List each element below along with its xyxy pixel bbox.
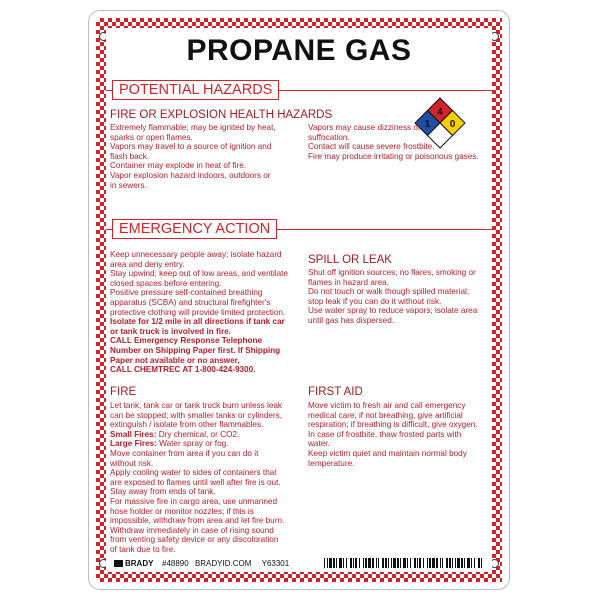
barcode-bar <box>403 558 406 568</box>
barcode-bar <box>329 558 332 568</box>
text-line: In case of frostbite, thaw frosted parts with <box>308 429 462 439</box>
barcode-bar <box>442 558 443 568</box>
text-line: of tank due to fire. <box>110 544 176 554</box>
text-line: Shut off ignition sources; no flares, smoking or <box>308 268 476 277</box>
emergency-action-text <box>110 250 305 375</box>
text-line: flames in hazard area. <box>308 277 390 287</box>
text-line: impossible, withdraw from area and let fire burn. <box>110 516 285 526</box>
barcode-bar <box>471 558 472 568</box>
text-line: flash back. <box>110 151 150 161</box>
text-line: stop leak if you can do it without risk. <box>308 296 442 306</box>
footer-info <box>162 559 289 568</box>
text-line: water. <box>308 439 330 449</box>
text-line: hose holder or monitor nozzles; if this is <box>110 506 254 516</box>
barcode-bar <box>478 558 480 568</box>
hazards-right-text <box>308 123 494 161</box>
text-line: respiration; if breathing is difficult, give oxygen. <box>308 420 478 430</box>
barcode-bar <box>457 558 460 568</box>
barcode-bar <box>414 558 416 568</box>
text-line: Vapors may cause dizziness or <box>308 123 421 132</box>
barcode-bar <box>417 558 418 568</box>
text-line: can be stopped; with smaller tanks or cylinders, <box>110 410 283 420</box>
barcode-bar <box>467 558 470 568</box>
barcode-bar <box>429 558 431 568</box>
text-line: Keep victim quiet and maintain normal body <box>308 448 467 458</box>
text-line-bold: Paper not available or no answer, <box>110 355 240 365</box>
barcode-icon <box>324 558 482 568</box>
barcode-bar <box>423 558 424 568</box>
text-line-bold: CALL Emergency Response Telephone <box>110 336 263 346</box>
first-aid-heading: FIRST AID <box>308 386 363 398</box>
text-line: Vapor explosion hazard indoors, outdoors or <box>110 170 271 180</box>
barcode-bar <box>452 558 453 568</box>
barcode-bar <box>446 558 448 568</box>
barcode-bar <box>333 558 335 568</box>
text-line: area and deny entry. <box>110 259 185 269</box>
text-line: Vapors may travel to a source of ignition and <box>110 142 272 152</box>
product-number: #48890 <box>162 559 189 568</box>
barcode-bar <box>481 558 482 568</box>
safety-sign <box>88 10 510 590</box>
barcode-bar <box>388 558 389 568</box>
text-line-bold: CALL CHEMTREC AT 1-800-424-9300. <box>110 365 256 375</box>
sign-title: PROPANE GAS <box>186 34 412 67</box>
spill-or-leak-heading: SPILL OR LEAK <box>308 254 392 266</box>
text-line: without risk. <box>110 458 154 468</box>
barcode-bar <box>372 558 374 568</box>
barcode-bar <box>393 558 396 568</box>
text-line: Extremely flammable; may be ignited by heat, <box>110 123 276 132</box>
website: BRADYID.COM <box>194 559 252 568</box>
text-line: are exposed to flames until well after fire is out. <box>110 477 281 487</box>
text-line: Positive pressure self-contained breathing <box>110 288 263 298</box>
text-line: Do not touch or walk though spilled material; <box>308 287 470 297</box>
barcode-bar <box>339 558 342 568</box>
text-line: Let tank, tank car or tank truck burn unless leak <box>110 401 283 410</box>
first-aid-text <box>308 401 494 468</box>
barcode-bar <box>436 558 438 568</box>
text-line: Move victim to fresh air and call emergency <box>308 401 466 410</box>
barcode-bar <box>365 558 367 568</box>
brady-logo <box>114 559 153 568</box>
text-line: Container may explode in heat of fire. <box>110 161 247 171</box>
fire-explosion-health-heading: FIRE OR EXPLOSION HEALTH HAZARDS <box>110 109 333 121</box>
text-line-bold: Isolate for 1/2 mile in all directions if tank car <box>110 317 285 327</box>
barcode-bar <box>391 558 392 568</box>
text-line: Keep unnecessary people away; isolate hazard <box>110 250 282 259</box>
barcode-bar <box>336 558 337 568</box>
barcode-bar <box>455 558 456 568</box>
nfpa-flammability-value: 4 <box>437 107 443 118</box>
text-line: sparks or open flames. <box>110 132 193 142</box>
barcode-bar <box>327 558 328 568</box>
barcode-bar <box>400 558 401 568</box>
barcode-bar <box>397 558 399 568</box>
text-line: Fire may produce irritating or poisonous gases. <box>308 151 479 161</box>
text-line: Stay away from ends of tank. <box>110 487 216 497</box>
barcode-bar <box>449 558 451 568</box>
barcode-bar <box>382 558 384 568</box>
text-line: Contact will cause severe frostbite. <box>308 142 435 152</box>
text-line: protective clothing will provide limited protection. <box>110 307 286 317</box>
barcode-bar <box>378 558 379 568</box>
text-line: extinguish / isolate from other flammables. <box>110 420 264 430</box>
text-line: in sewers. <box>110 180 147 190</box>
text-line: Large Fires: Water spray or fog. <box>110 439 229 449</box>
spill-or-leak-text <box>308 268 494 326</box>
barcode-bar <box>343 558 344 568</box>
text-line: Use water spray to reduce vapors; isolate area <box>308 306 478 316</box>
text-line: from venting safety device or any discoloration <box>110 535 279 545</box>
emergency-action-label: EMERGENCY ACTION <box>112 219 277 239</box>
fire-heading: FIRE <box>110 386 137 398</box>
text-line: until gas has dispersed. <box>308 315 395 325</box>
barcode-bar <box>419 558 421 568</box>
text-line: Small Fires: Dry chemical, or CO2. <box>110 429 240 439</box>
product-code: Y63301 <box>261 559 290 568</box>
text-line: temperature. <box>308 458 355 468</box>
fire-text <box>110 401 305 555</box>
barcode-bar <box>368 558 371 568</box>
barcode-bar <box>432 558 435 568</box>
text-line: apparatus (SCBA) and structural firefighter's <box>110 297 271 307</box>
barcode-bar <box>350 558 352 568</box>
nfpa-instability-value: 0 <box>449 119 456 130</box>
barcode-bar <box>355 558 357 568</box>
text-line: closed spaces before entering. <box>110 278 222 288</box>
barcode-bar <box>474 558 475 568</box>
text-line: Withdraw immediately in case of rising sound <box>110 525 274 535</box>
hazards-left-text <box>110 123 305 190</box>
barcode-bar <box>440 558 441 568</box>
sign-content <box>106 28 492 572</box>
text-line: Stay upwind; keep out of low areas, and ventilate <box>110 269 288 279</box>
barcode-bar <box>363 558 364 568</box>
barcode-bar <box>461 558 463 568</box>
barcode-bar <box>410 558 411 568</box>
text-line: For massive fire in cargo area, use unmanned <box>110 496 278 506</box>
barcode-bar <box>353 558 354 568</box>
brand-name: BRADY <box>125 559 154 568</box>
barcode-bar <box>464 558 465 568</box>
potential-hazards-label: POTENTIAL HAZARDS <box>112 80 279 100</box>
barcode-bar <box>385 558 387 568</box>
text-line-bold: Number on Shipping Paper first. If Shipping <box>110 345 281 355</box>
barcode-bar <box>359 558 360 568</box>
nfpa-health-value: 1 <box>424 119 431 130</box>
text-line: Apply cooling water to sides of containers that <box>110 468 277 478</box>
text-line: Move container from area if you can do it <box>110 448 259 458</box>
barcode-bar <box>376 558 377 568</box>
barcode-bar <box>407 558 408 568</box>
barcode-bar <box>324 558 325 568</box>
barcode-bar <box>346 558 347 568</box>
brady-logo-icon <box>114 560 123 567</box>
text-line: suffocation. <box>308 132 350 142</box>
barcode-bar <box>427 558 428 568</box>
text-line-bold: or tank truck is involved in fire. <box>110 326 232 336</box>
text-line: medical care; if not breathing, give artificial <box>308 410 463 420</box>
